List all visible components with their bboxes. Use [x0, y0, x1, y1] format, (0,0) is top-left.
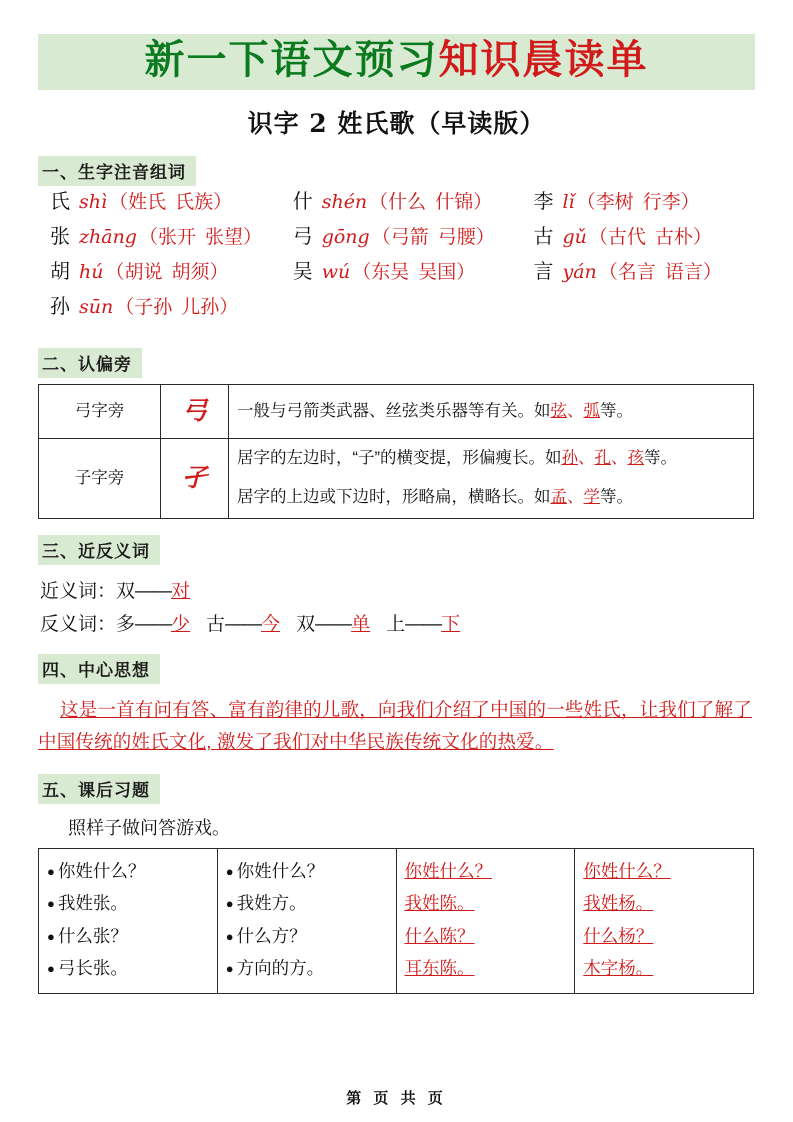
- vocabulary-character: 什: [292, 191, 313, 213]
- vocabulary-character: 氏: [50, 191, 70, 213]
- main-idea-text: 这是一首有问有答、富有韵律的儿歌，向我们介绍了中国的一些姓氏，让我们了解了中国传统的姓氏文化, 激发了我们对中华民族传统文化的热爱。: [38, 699, 752, 753]
- radical-name: 子字旁: [39, 438, 161, 518]
- vocabulary-words: （什么 什锦）: [369, 192, 493, 213]
- vocabulary-row: [50, 227, 755, 247]
- vocabulary-pinyin: wú: [321, 261, 351, 283]
- vocabulary-character: 孙: [50, 296, 70, 318]
- exercise-line: ● 方向的方。: [225, 958, 325, 979]
- radical-description: 居字的上边或下边时，形略扁，横略长。如孟、学等。: [229, 478, 754, 518]
- antonym-pair: 上——下: [386, 613, 461, 635]
- bullet-icon: ●: [225, 896, 234, 912]
- vocabulary-words: （张开 张望）: [138, 227, 263, 248]
- page-footer: 第 页 共 页: [346, 1090, 447, 1107]
- vocabulary-pinyin: hú: [79, 261, 104, 283]
- vocabulary-entry: [533, 227, 755, 247]
- vocabulary-pinyin: lǐ: [562, 191, 575, 213]
- title-red-part: 知识晨读单: [438, 36, 649, 83]
- bullet-icon: ●: [225, 961, 234, 977]
- exercise-line: 你姓什么？: [583, 861, 671, 882]
- exercise-line: 什么杨？: [583, 925, 654, 946]
- vocabulary-character: 胡: [50, 261, 70, 283]
- vocabulary-pinyin: shì: [79, 191, 108, 213]
- vocabulary-row: [50, 262, 755, 282]
- vocabulary-character: 古: [533, 226, 554, 248]
- radical-description: 一般与弓箭类武器、丝弦类乐器等有关。如弦、弧等。: [229, 385, 754, 439]
- bullet-icon: ●: [47, 961, 55, 977]
- vocabulary-pinyin: gōng: [321, 226, 370, 248]
- exercise-column: [217, 849, 396, 994]
- exercise-column: [396, 849, 575, 994]
- exercise-line: 我姓杨。: [583, 893, 654, 914]
- vocabulary-entry: [50, 297, 302, 317]
- vocabulary-entry: [293, 227, 534, 247]
- vocabulary-pinyin: zhāng: [79, 226, 137, 248]
- exercise-line: ● 什么方？: [225, 925, 307, 946]
- bullet-icon: ●: [47, 896, 55, 912]
- radical-description: 居字的左边时，“子”的横变提，形偏瘦长。如孙、孔、孩等。: [229, 438, 754, 478]
- vocabulary-character: 弓: [292, 226, 313, 248]
- vocabulary-character: 吴: [292, 261, 313, 283]
- synonym-label: 近义词：: [40, 580, 117, 602]
- radical-glyph: [161, 438, 229, 518]
- bullet-icon: ●: [47, 928, 55, 944]
- vocabulary-entry: [50, 262, 293, 282]
- synonym-line: [40, 581, 755, 604]
- radical-name: 弓字旁: [39, 385, 161, 439]
- section-heading-vocabulary: 一、生字注音组词: [38, 156, 196, 186]
- bullet-icon: ●: [47, 864, 55, 880]
- exercise-line: ● 我姓张。: [47, 893, 128, 914]
- vocabulary-entry: [293, 262, 534, 282]
- page-subtitle: 识字 2 姓氏歌（早读版）: [247, 109, 546, 138]
- vocabulary-words: （古代 古朴）: [588, 227, 712, 248]
- table-row: [39, 385, 754, 439]
- exercise-line: 你姓什么？: [404, 861, 492, 882]
- antonym-pair: 多——少: [116, 613, 191, 635]
- exercise-line: ● 你姓什么？: [225, 861, 325, 882]
- synonym-pair: 双——对: [116, 580, 191, 602]
- page-title: [38, 34, 755, 90]
- antonym-line: [40, 614, 755, 637]
- vocabulary-character: 言: [533, 261, 554, 283]
- bullet-icon: ●: [225, 864, 234, 880]
- vocabulary-words: （胡说 胡须）: [105, 262, 229, 283]
- vocabulary-words: （姓氏 氏族）: [109, 192, 233, 213]
- antonym-pair: 古——今: [206, 613, 281, 635]
- exercise-line: ● 我姓方。: [225, 893, 307, 914]
- exercise-column: [39, 849, 218, 994]
- exercise-line: 木字杨。: [583, 958, 654, 979]
- title-green-part: 新一下语文预习: [144, 36, 439, 83]
- exercise-column: [575, 849, 754, 994]
- radical-glyph-text: 弓: [181, 396, 207, 425]
- exercise-line: ● 什么张？: [47, 925, 128, 946]
- vocabulary-words: （名言 语言）: [598, 262, 722, 283]
- vocabulary-pinyin: yán: [562, 261, 597, 283]
- vocabulary-entry: [533, 262, 755, 282]
- vocabulary-words: （弓箭 弓腰）: [371, 227, 495, 248]
- exercise-line: 什么陈？: [404, 925, 475, 946]
- vocabulary-list: [50, 192, 755, 317]
- vocabulary-entry: [533, 192, 755, 212]
- exercise-table: [38, 848, 754, 994]
- vocabulary-words: （子孙 儿孙）: [115, 297, 239, 318]
- section-heading-main-idea: 四、中心思想: [38, 654, 160, 684]
- vocabulary-row: [50, 192, 755, 212]
- vocabulary-pinyin: sūn: [79, 296, 114, 318]
- vocabulary-character: 李: [533, 191, 554, 213]
- exercise-line: 耳东陈。: [404, 958, 475, 979]
- exercise-line: ● 弓长张。: [47, 958, 128, 979]
- exercise-line: ● 你姓什么？: [47, 861, 146, 882]
- table-row: [39, 438, 754, 478]
- bullet-icon: ●: [225, 928, 234, 944]
- vocabulary-row: [50, 297, 755, 317]
- vocabulary-pinyin: gǔ: [562, 226, 587, 248]
- antonym-pair: 双——单: [296, 613, 371, 635]
- vocabulary-character: 张: [50, 226, 70, 248]
- radical-glyph: [161, 385, 229, 439]
- vocabulary-entry: [50, 192, 293, 212]
- radical-glyph-text: 孑: [181, 462, 207, 492]
- antonym-label: 反义词：: [40, 613, 117, 635]
- vocabulary-pinyin: shén: [321, 191, 368, 213]
- section-heading-exercises: 五、课后习题: [38, 774, 160, 804]
- section-heading-radicals: 二、认偏旁: [38, 348, 142, 378]
- radical-table: [38, 384, 754, 519]
- exercise-instruction: 照样子做问答游戏。: [68, 818, 230, 839]
- vocabulary-entry: [293, 192, 534, 212]
- exercise-line: 我姓陈。: [404, 893, 475, 914]
- vocabulary-words: （东吴 吴国）: [352, 262, 476, 283]
- vocabulary-words: （李树 行李）: [576, 192, 700, 213]
- vocabulary-entry: [50, 227, 293, 247]
- section-heading-synonyms: 三、近反义词: [38, 535, 160, 565]
